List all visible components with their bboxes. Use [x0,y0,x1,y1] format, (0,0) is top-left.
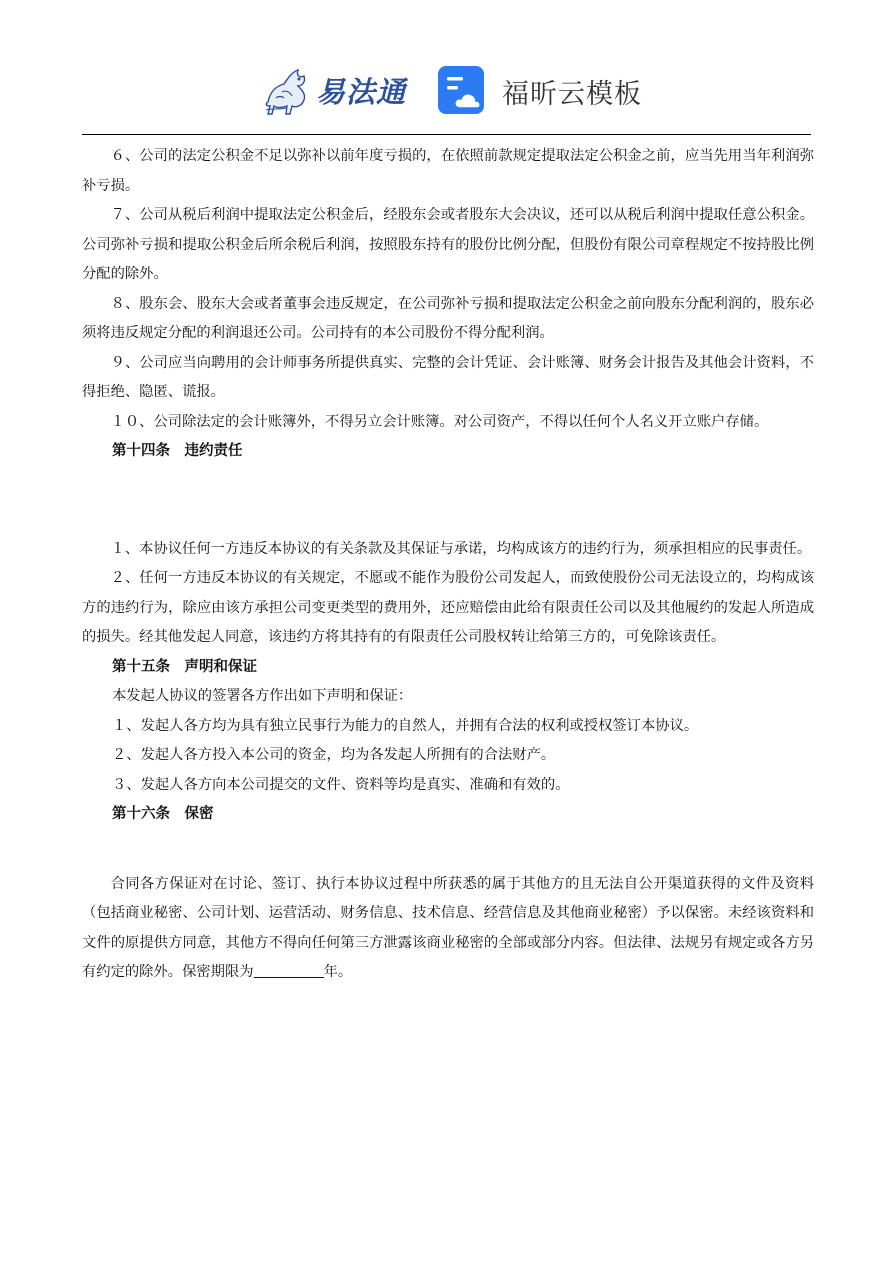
page-header [0,0,893,136]
section-14-clause-2: ２、任何一方违反本协议的有关规定，不愿或不能作为股份公司发起人，而致使股份公司无法设立的，均构成该方的违约行为，除应由该方承担公司变更类型的费用外，还应赔偿由此给有限责任公司以及其他履约的发起人所造成的损失。经其他发起人同意，该违约方将其持有的有限责任公司股权转让给第三方的，可免除该责任。 [82,570,814,645]
document-cloud-icon [436,64,488,116]
yifatong-logo [262,62,412,118]
section-15-heading: 第十五条 声明和保证 [112,658,257,675]
section-14-heading: 第十四条 违约责任 [112,443,243,459]
paragraph-6: ６、公司的法定公积金不足以弥补以前年度亏损的，在依照前款规定提取法定公积金之前，应当先用当年利润弥补亏损。 [82,148,814,194]
confidentiality-text-end: 年。 [323,964,353,980]
spacer [82,467,814,535]
logo1-text: 易法通 [316,75,407,109]
section-15-item-2: ２、发起人各方投入本公司的资金，均为各发起人所拥有的合法财产。 [112,747,556,763]
section-15-item-1: １、发起人各方均为具有独立民事行为能力的自然人，并拥有合法的权利或授权签订本协议。 [112,717,699,734]
paragraph-7: ７、公司从税后利润中提取法定公积金后，经股东会或者股东大会决议，还可以从税后利润中提取任意公积金。公司弥补亏损和提取公积金后所余税后利润，按照股东持有的股份比例分配，但股份有限公司章程规定不按持股比例分配的除外。 [82,207,814,282]
paragraph-8: ８、股东会、股东大会或者董事会违反规定，在公司弥补亏损和提取法定公积金之前向股东分配利润的，股东必须将违反规定分配的利润退还公司。公司持有的本公司股份不得分配利润。 [82,295,814,341]
qilin-icon [262,62,320,118]
paragraph-10: １０、公司除法定的会计账簿外，不得另立会计账簿。对公司资产，不得以任何个人名义开立账户存储。 [110,413,769,430]
spacer [82,830,814,870]
confidentiality-period-blank [254,963,324,978]
paragraph-9: ９、公司应当向聘用的会计师事务所提供真实、完整的会计凭证、会计账簿、财务会计报告及其他会计资料，不得拒绝、隐匿、谎报。 [82,354,814,400]
section-16-heading: 第十六条 保密 [112,806,214,822]
section-15-intro: 本发起人协议的签署各方作出如下声明和保证： [112,688,413,704]
confidentiality-text: 合同各方保证对在讨论、签订、执行本协议过程中所获悉的属于其他方的且无法自公开渠道获得的文件及资料（包括商业秘密、公司计划、运营活动、财务信息、技术信息、经营信息及其他商业秘密）予以保密。未经该资料和文件的原提供方同意，其他方不得向任何第三方泄露该商业秘密的全部或部分内容。但法律、法规另有规定或各方另有约定的除外。保密期限为 [82,875,814,980]
header-divider [82,134,811,135]
section-15-item-3: ３、发起人各方向本公司提交的文件、资料等均是真实、准确和有效的。 [112,776,570,793]
section-16-paragraph [82,870,814,988]
document-body [82,142,814,988]
section-14-clause-1: １、本协议任何一方违反本协议的有关条款及其保证与承诺，均构成该方的违约行为，须承担相应的民事责任。 [110,540,812,557]
logo2-text: 福昕云模板 [502,79,642,110]
foxit-cloud-template-logo [436,64,642,118]
